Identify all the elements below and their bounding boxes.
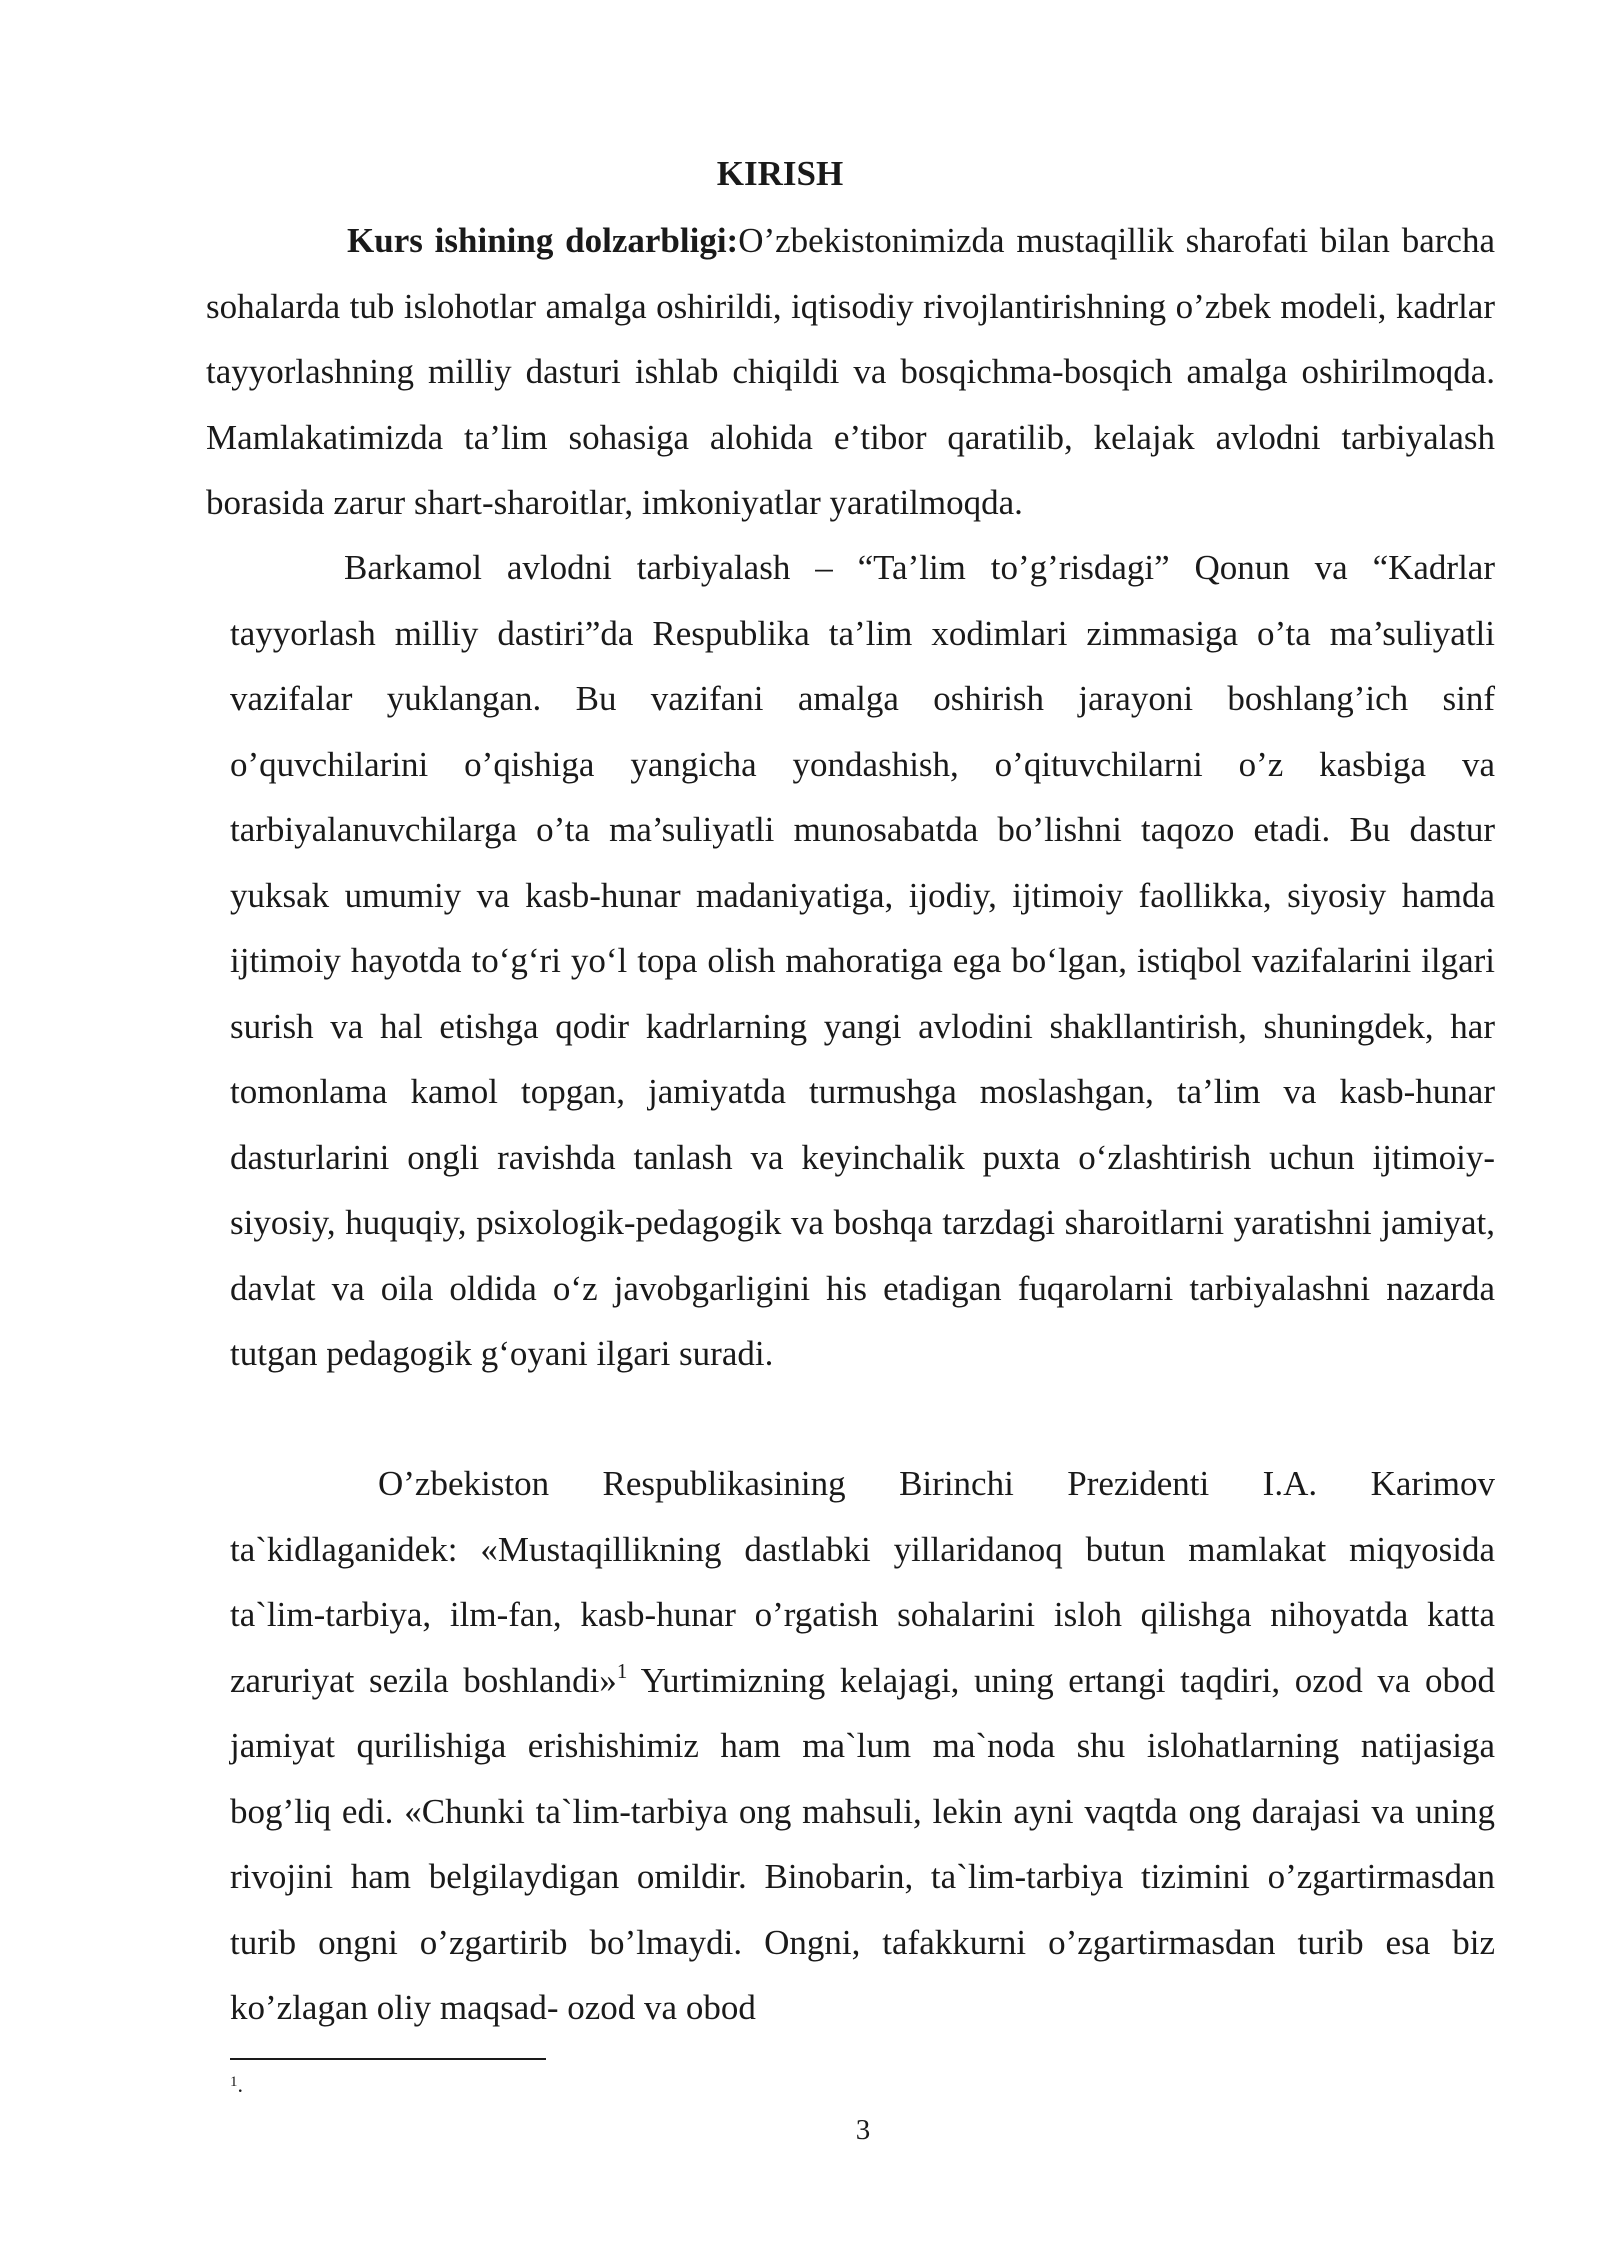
relevance-text: O’zbekistonimizda mustaqillik sharofati bilan barcha sohalarda tub islohotlar amalga oshirildi, iqtisodiy rivojlantirishning o’zbek modeli, kadrlar tayyorlashning milliy dasturi ishlab chiqildi va bosqichma-bosqich amalga oshirilmoqda. Mamlakatimizda ta’lim sohasiga alohida e’tibor qaratilib, kelajak avlodni tarbiyalash borasida zarur shart-sharoitlar, imkoniyatlar yaratilmoqda. (206, 221, 1495, 522)
footnote (230, 2070, 243, 2100)
footnote-reference[interactable]: 1 (616, 1658, 628, 1683)
paragraph-president-quote (230, 1451, 1495, 2041)
page-number: 3 (855, 2114, 871, 2146)
quote-text: O’zbekiston Respublikasining Birinchi Prezidenti I.A. Karimov ta`kidlaganidek: «Mustaqillikning dastlabki yillaridanoq butun mamlakat miqyosida ta`lim-tarbiya, ilm-fan, kasb-hunar o’rgatish sohalarini isloh qilishga nihoyatda katta zaruriyat sezila boshlandi» (230, 1464, 1495, 1700)
paragraph-relevance (206, 208, 1495, 536)
quote-continuation: Yurtimizning kelajagi, uning ertangi taqdiri, ozod va obod jamiyat qurilishiga erishishimiz ham ma`lum ma`noda shu islohatlarning natijasiga bog’liq edi. «Chunki ta`lim-tarbiya ong mahsuli, lekin ayni vaqtda ong darajasi va uning rivojini ham belgilaydigan omildir. Binobarin, ta`lim-tarbiya tizimini o’zgartirmasdan turib ongni o’zgartirib bo’lmaydi. Ongni, tafakkurni o’zgartirmasdan turib esa biz ko’zlagan oliy maqsad- ozod va obod (230, 1660, 1496, 2027)
relevance-lead: Kurs ishining dolzarbligi: (347, 221, 739, 260)
footnote-text: . (237, 2072, 243, 2097)
section-heading: KIRISH (716, 154, 844, 193)
footnote-separator (230, 2058, 546, 2060)
paragraph-education-goals: Barkamol avlodni tarbiyalash – “Ta’lim to’g’risdagi” Qonun va “Kadrlar tayyorlash milliy dastiri”da Respublika ta’lim xodimlari zimmasiga o’ta ma’suliyatli vazifalar yuklangan. Bu vazifani amalga oshirish jarayoni boshlang’ich sinf o’quvchilarini o’qishiga yangicha yondashish, o’qituvchilarni o’z kasbiga va tarbiyalanuvchilarga o’ta ma’suliyatli munosabatda bo’lishni taqozo etadi. Bu dastur yuksak umumiy va kasb-hunar madaniyatiga, ijodiy, ijtimoiy faollikka, siyosiy hamda ijtimoiy hayotda to‘g‘ri yo‘l topa olish mahoratiga ega bo‘lgan, istiqbol vazifalarini ilgari surish va hal etishga qodir kadrlarning yangi avlodini shakllantirish, shuningdek, har tomonlama kamol topgan, jamiyatda turmushga moslashgan, ta’lim va kasb-hunar dasturlarini ongli ravishda tanlash va keyinchalik puxta o‘zlashtirish uchun ijtimoiy-siyosiy, huquqiy, psixologik-pedagogik va boshqa tarzdagi sharoitlarni yaratishni jamiyat, davlat va oila oldida o‘z javobgarligini his etadigan fuqarolarni tarbiyalashni nazarda tutgan pedagogik g‘oyani ilgari suradi. (230, 548, 1495, 1373)
footnote-marker: 1 (230, 2074, 238, 2090)
